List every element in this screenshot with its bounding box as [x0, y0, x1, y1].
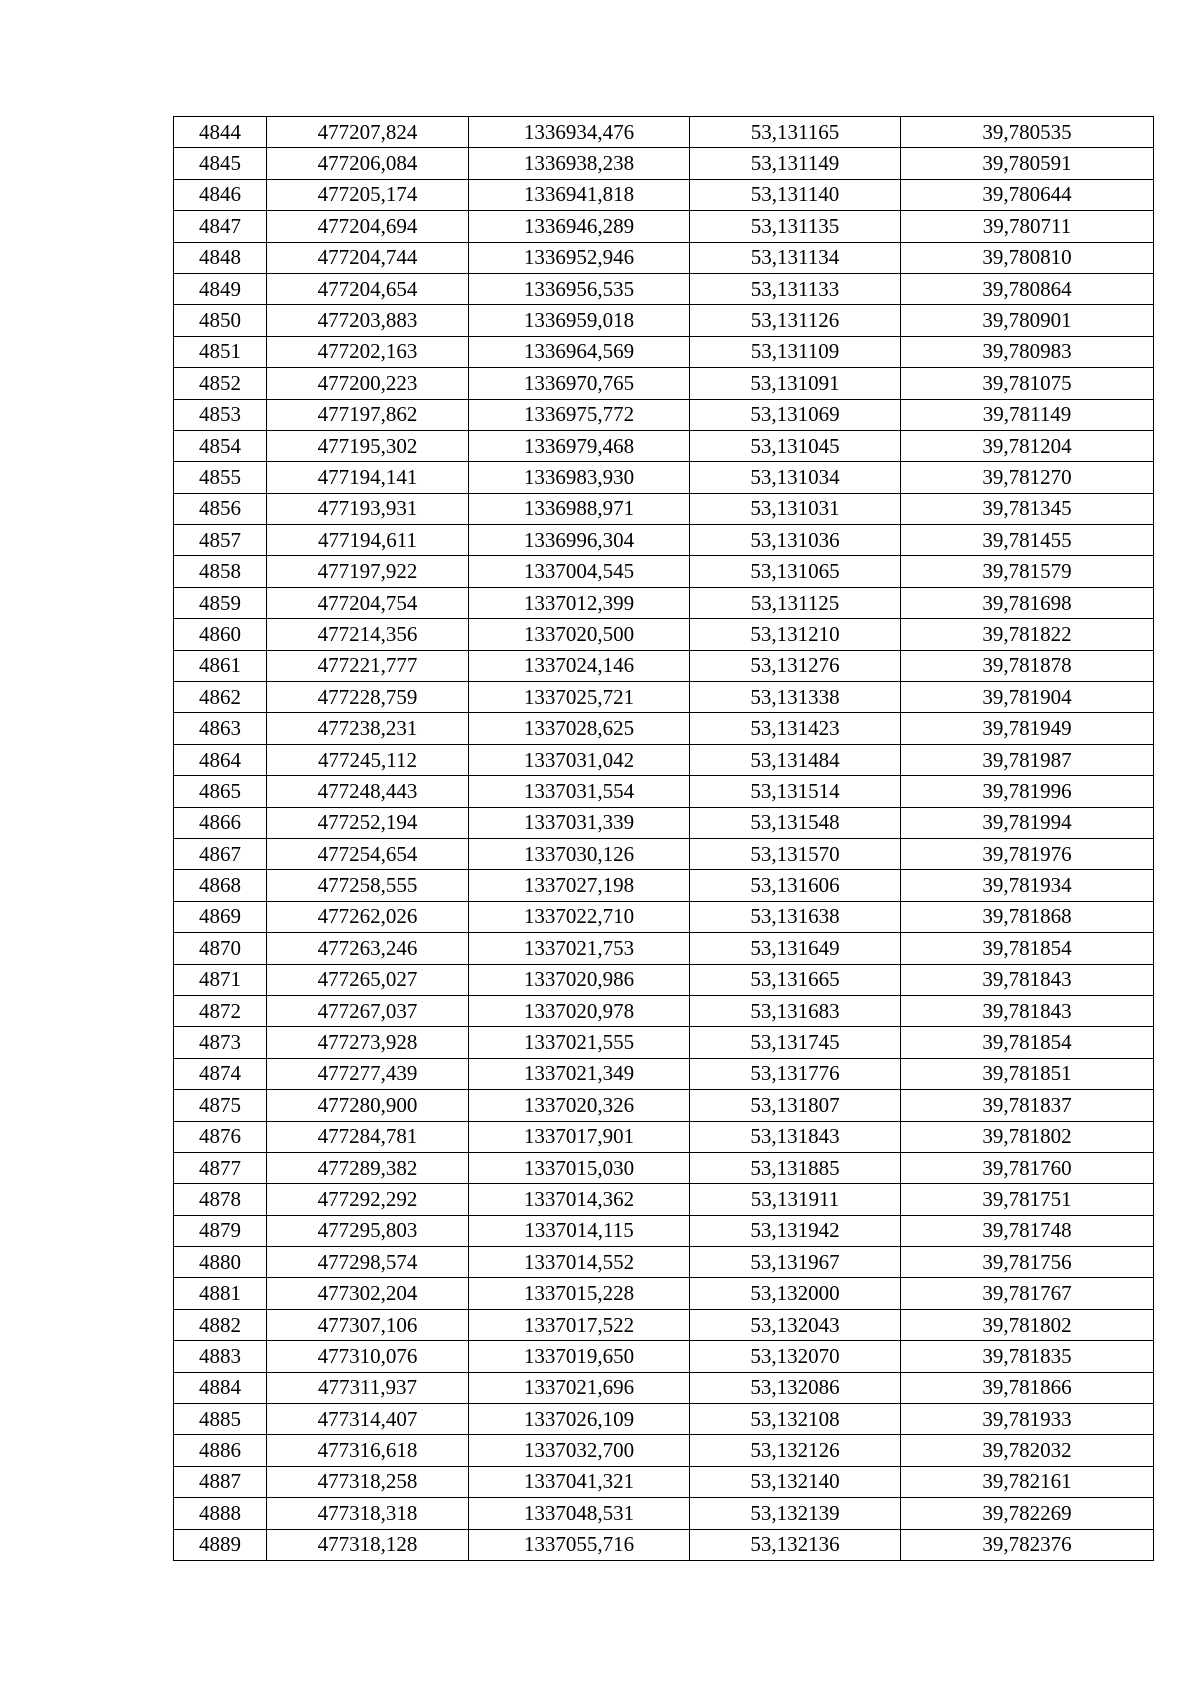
cell-latitude: 53,131210 [690, 619, 901, 650]
cell-y-coordinate: 1336996,304 [469, 525, 690, 556]
table-row [174, 1435, 1154, 1466]
cell-y-coordinate: 1337014,362 [469, 1184, 690, 1215]
table-row [174, 682, 1154, 713]
cell-x-coordinate: 477318,128 [267, 1529, 469, 1560]
cell-y-coordinate: 1336956,535 [469, 273, 690, 304]
table-row [174, 995, 1154, 1026]
cell-x-coordinate: 477203,883 [267, 305, 469, 336]
cell-point-number: 4875 [174, 1090, 267, 1121]
cell-y-coordinate: 1336964,569 [469, 336, 690, 367]
cell-point-number: 4868 [174, 870, 267, 901]
cell-longitude: 39,781837 [901, 1090, 1154, 1121]
cell-x-coordinate: 477245,112 [267, 744, 469, 775]
table-row [174, 650, 1154, 681]
cell-x-coordinate: 477202,163 [267, 336, 469, 367]
cell-point-number: 4858 [174, 556, 267, 587]
cell-longitude: 39,781843 [901, 964, 1154, 995]
cell-longitude: 39,781851 [901, 1058, 1154, 1089]
cell-x-coordinate: 477238,231 [267, 713, 469, 744]
cell-y-coordinate: 1336975,772 [469, 399, 690, 430]
cell-point-number: 4866 [174, 807, 267, 838]
cell-x-coordinate: 477318,258 [267, 1466, 469, 1497]
table-row [174, 587, 1154, 618]
cell-point-number: 4889 [174, 1529, 267, 1560]
cell-latitude: 53,131665 [690, 964, 901, 995]
cell-latitude: 53,131036 [690, 525, 901, 556]
cell-longitude: 39,781345 [901, 493, 1154, 524]
cell-point-number: 4857 [174, 525, 267, 556]
cell-x-coordinate: 477280,900 [267, 1090, 469, 1121]
cell-x-coordinate: 477194,611 [267, 525, 469, 556]
cell-y-coordinate: 1337031,042 [469, 744, 690, 775]
cell-y-coordinate: 1337031,339 [469, 807, 690, 838]
cell-y-coordinate: 1337020,500 [469, 619, 690, 650]
cell-point-number: 4888 [174, 1498, 267, 1529]
cell-longitude: 39,781698 [901, 587, 1154, 618]
cell-y-coordinate: 1337015,030 [469, 1152, 690, 1183]
cell-y-coordinate: 1337017,522 [469, 1309, 690, 1340]
cell-latitude: 53,132043 [690, 1309, 901, 1340]
cell-latitude: 53,131091 [690, 368, 901, 399]
cell-x-coordinate: 477204,754 [267, 587, 469, 618]
cell-point-number: 4864 [174, 744, 267, 775]
cell-point-number: 4876 [174, 1121, 267, 1152]
cell-latitude: 53,131133 [690, 273, 901, 304]
cell-longitude: 39,780591 [901, 148, 1154, 179]
cell-point-number: 4869 [174, 901, 267, 932]
cell-point-number: 4859 [174, 587, 267, 618]
cell-x-coordinate: 477200,223 [267, 368, 469, 399]
table-row [174, 1404, 1154, 1435]
cell-latitude: 53,131165 [690, 117, 901, 148]
cell-latitude: 53,131683 [690, 995, 901, 1026]
cell-latitude: 53,131514 [690, 776, 901, 807]
cell-y-coordinate: 1337012,399 [469, 587, 690, 618]
cell-latitude: 53,131125 [690, 587, 901, 618]
cell-y-coordinate: 1337015,228 [469, 1278, 690, 1309]
cell-point-number: 4878 [174, 1184, 267, 1215]
cell-longitude: 39,781854 [901, 933, 1154, 964]
cell-point-number: 4847 [174, 211, 267, 242]
cell-latitude: 53,131149 [690, 148, 901, 179]
table-row [174, 1215, 1154, 1246]
table-row [174, 776, 1154, 807]
cell-y-coordinate: 1336979,468 [469, 430, 690, 461]
cell-point-number: 4849 [174, 273, 267, 304]
cell-longitude: 39,781767 [901, 1278, 1154, 1309]
cell-x-coordinate: 477207,824 [267, 117, 469, 148]
cell-longitude: 39,781835 [901, 1341, 1154, 1372]
cell-y-coordinate: 1337021,555 [469, 1027, 690, 1058]
cell-y-coordinate: 1337031,554 [469, 776, 690, 807]
cell-x-coordinate: 477311,937 [267, 1372, 469, 1403]
cell-longitude: 39,781822 [901, 619, 1154, 650]
table-row [174, 838, 1154, 869]
cell-y-coordinate: 1337021,349 [469, 1058, 690, 1089]
cell-x-coordinate: 477252,194 [267, 807, 469, 838]
cell-point-number: 4873 [174, 1027, 267, 1058]
table-row [174, 1184, 1154, 1215]
cell-longitude: 39,780864 [901, 273, 1154, 304]
cell-y-coordinate: 1337019,650 [469, 1341, 690, 1372]
cell-x-coordinate: 477295,803 [267, 1215, 469, 1246]
cell-point-number: 4870 [174, 933, 267, 964]
cell-point-number: 4860 [174, 619, 267, 650]
coordinates-table [173, 116, 1154, 1561]
cell-x-coordinate: 477262,026 [267, 901, 469, 932]
table-row [174, 1498, 1154, 1529]
cell-latitude: 53,131911 [690, 1184, 901, 1215]
cell-latitude: 53,131135 [690, 211, 901, 242]
cell-x-coordinate: 477197,922 [267, 556, 469, 587]
table-row [174, 1309, 1154, 1340]
cell-x-coordinate: 477204,744 [267, 242, 469, 273]
cell-point-number: 4872 [174, 995, 267, 1026]
cell-y-coordinate: 1337022,710 [469, 901, 690, 932]
table-row [174, 901, 1154, 932]
cell-latitude: 53,132139 [690, 1498, 901, 1529]
table-row [174, 399, 1154, 430]
cell-latitude: 53,131638 [690, 901, 901, 932]
cell-point-number: 4844 [174, 117, 267, 148]
cell-point-number: 4867 [174, 838, 267, 869]
cell-latitude: 53,132070 [690, 1341, 901, 1372]
cell-latitude: 53,131807 [690, 1090, 901, 1121]
cell-x-coordinate: 477205,174 [267, 179, 469, 210]
cell-point-number: 4877 [174, 1152, 267, 1183]
cell-x-coordinate: 477307,106 [267, 1309, 469, 1340]
table-row [174, 619, 1154, 650]
cell-longitude: 39,781878 [901, 650, 1154, 681]
cell-latitude: 53,132126 [690, 1435, 901, 1466]
cell-x-coordinate: 477298,574 [267, 1247, 469, 1278]
table-row [174, 493, 1154, 524]
table-row [174, 117, 1154, 148]
cell-point-number: 4853 [174, 399, 267, 430]
cell-point-number: 4861 [174, 650, 267, 681]
cell-x-coordinate: 477318,318 [267, 1498, 469, 1529]
cell-y-coordinate: 1336970,765 [469, 368, 690, 399]
table-row [174, 273, 1154, 304]
table-row [174, 870, 1154, 901]
table-row [174, 1247, 1154, 1278]
cell-longitude: 39,780901 [901, 305, 1154, 336]
cell-x-coordinate: 477258,555 [267, 870, 469, 901]
cell-x-coordinate: 477204,694 [267, 211, 469, 242]
cell-x-coordinate: 477197,862 [267, 399, 469, 430]
table-row [174, 305, 1154, 336]
table-row [174, 1058, 1154, 1089]
cell-y-coordinate: 1337004,545 [469, 556, 690, 587]
cell-latitude: 53,131776 [690, 1058, 901, 1089]
coordinates-table-body [174, 117, 1154, 1561]
cell-point-number: 4884 [174, 1372, 267, 1403]
cell-x-coordinate: 477284,781 [267, 1121, 469, 1152]
cell-latitude: 53,131338 [690, 682, 901, 713]
cell-latitude: 53,131065 [690, 556, 901, 587]
cell-point-number: 4848 [174, 242, 267, 273]
table-row [174, 1090, 1154, 1121]
cell-point-number: 4871 [174, 964, 267, 995]
cell-x-coordinate: 477195,302 [267, 430, 469, 461]
cell-latitude: 53,132108 [690, 1404, 901, 1435]
cell-y-coordinate: 1336983,930 [469, 462, 690, 493]
cell-latitude: 53,131276 [690, 650, 901, 681]
cell-y-coordinate: 1337020,978 [469, 995, 690, 1026]
cell-point-number: 4855 [174, 462, 267, 493]
cell-longitude: 39,781934 [901, 870, 1154, 901]
cell-y-coordinate: 1337030,126 [469, 838, 690, 869]
cell-latitude: 53,131649 [690, 933, 901, 964]
cell-latitude: 53,131126 [690, 305, 901, 336]
cell-longitude: 39,781760 [901, 1152, 1154, 1183]
cell-point-number: 4865 [174, 776, 267, 807]
cell-longitude: 39,781802 [901, 1309, 1154, 1340]
cell-longitude: 39,781866 [901, 1372, 1154, 1403]
cell-longitude: 39,780644 [901, 179, 1154, 210]
cell-longitude: 39,781756 [901, 1247, 1154, 1278]
cell-x-coordinate: 477267,037 [267, 995, 469, 1026]
table-row [174, 525, 1154, 556]
cell-latitude: 53,132086 [690, 1372, 901, 1403]
cell-x-coordinate: 477254,654 [267, 838, 469, 869]
cell-y-coordinate: 1337055,716 [469, 1529, 690, 1560]
cell-y-coordinate: 1337014,552 [469, 1247, 690, 1278]
cell-latitude: 53,131885 [690, 1152, 901, 1183]
cell-y-coordinate: 1337014,115 [469, 1215, 690, 1246]
cell-longitude: 39,781204 [901, 430, 1154, 461]
table-row [174, 242, 1154, 273]
cell-latitude: 53,131109 [690, 336, 901, 367]
table-row [174, 1372, 1154, 1403]
cell-longitude: 39,781987 [901, 744, 1154, 775]
cell-longitude: 39,781976 [901, 838, 1154, 869]
table-row [174, 964, 1154, 995]
cell-x-coordinate: 477302,204 [267, 1278, 469, 1309]
cell-longitude: 39,781270 [901, 462, 1154, 493]
cell-latitude: 53,131606 [690, 870, 901, 901]
cell-latitude: 53,131570 [690, 838, 901, 869]
cell-latitude: 53,131140 [690, 179, 901, 210]
cell-latitude: 53,132136 [690, 1529, 901, 1560]
cell-x-coordinate: 477221,777 [267, 650, 469, 681]
cell-y-coordinate: 1337017,901 [469, 1121, 690, 1152]
table-row [174, 933, 1154, 964]
table-row [174, 556, 1154, 587]
cell-longitude: 39,781748 [901, 1215, 1154, 1246]
table-row [174, 1466, 1154, 1497]
cell-x-coordinate: 477310,076 [267, 1341, 469, 1372]
cell-longitude: 39,781996 [901, 776, 1154, 807]
cell-latitude: 53,132140 [690, 1466, 901, 1497]
cell-longitude: 39,780810 [901, 242, 1154, 273]
cell-point-number: 4881 [174, 1278, 267, 1309]
cell-longitude: 39,781868 [901, 901, 1154, 932]
table-row [174, 211, 1154, 242]
cell-longitude: 39,781455 [901, 525, 1154, 556]
cell-y-coordinate: 1337024,146 [469, 650, 690, 681]
cell-longitude: 39,781075 [901, 368, 1154, 399]
cell-y-coordinate: 1336941,818 [469, 179, 690, 210]
cell-x-coordinate: 477204,654 [267, 273, 469, 304]
table-row [174, 179, 1154, 210]
cell-longitude: 39,782032 [901, 1435, 1154, 1466]
cell-x-coordinate: 477265,027 [267, 964, 469, 995]
cell-x-coordinate: 477214,356 [267, 619, 469, 650]
cell-latitude: 53,131745 [690, 1027, 901, 1058]
table-row [174, 462, 1154, 493]
cell-point-number: 4885 [174, 1404, 267, 1435]
cell-y-coordinate: 1337020,986 [469, 964, 690, 995]
cell-x-coordinate: 477228,759 [267, 682, 469, 713]
cell-point-number: 4887 [174, 1466, 267, 1497]
cell-point-number: 4850 [174, 305, 267, 336]
table-row [174, 1152, 1154, 1183]
cell-latitude: 53,131034 [690, 462, 901, 493]
table-row [174, 368, 1154, 399]
cell-latitude: 53,131423 [690, 713, 901, 744]
cell-y-coordinate: 1336946,289 [469, 211, 690, 242]
cell-point-number: 4882 [174, 1309, 267, 1340]
cell-y-coordinate: 1337021,696 [469, 1372, 690, 1403]
table-row [174, 336, 1154, 367]
cell-y-coordinate: 1337048,531 [469, 1498, 690, 1529]
cell-latitude: 53,131548 [690, 807, 901, 838]
cell-point-number: 4854 [174, 430, 267, 461]
cell-latitude: 53,131134 [690, 242, 901, 273]
cell-longitude: 39,781933 [901, 1404, 1154, 1435]
cell-y-coordinate: 1336934,476 [469, 117, 690, 148]
cell-x-coordinate: 477206,084 [267, 148, 469, 179]
table-row [174, 1278, 1154, 1309]
cell-latitude: 53,131967 [690, 1247, 901, 1278]
cell-longitude: 39,781579 [901, 556, 1154, 587]
cell-x-coordinate: 477248,443 [267, 776, 469, 807]
cell-point-number: 4845 [174, 148, 267, 179]
cell-latitude: 53,131942 [690, 1215, 901, 1246]
cell-y-coordinate: 1336959,018 [469, 305, 690, 336]
cell-y-coordinate: 1336938,238 [469, 148, 690, 179]
cell-y-coordinate: 1337032,700 [469, 1435, 690, 1466]
cell-longitude: 39,782269 [901, 1498, 1154, 1529]
cell-y-coordinate: 1337041,321 [469, 1466, 690, 1497]
cell-point-number: 4874 [174, 1058, 267, 1089]
cell-longitude: 39,781843 [901, 995, 1154, 1026]
cell-latitude: 53,132000 [690, 1278, 901, 1309]
cell-y-coordinate: 1337028,625 [469, 713, 690, 744]
cell-x-coordinate: 477314,407 [267, 1404, 469, 1435]
table-row [174, 1529, 1154, 1560]
cell-latitude: 53,131069 [690, 399, 901, 430]
cell-y-coordinate: 1337026,109 [469, 1404, 690, 1435]
cell-longitude: 39,780983 [901, 336, 1154, 367]
cell-latitude: 53,131484 [690, 744, 901, 775]
table-row [174, 430, 1154, 461]
cell-point-number: 4883 [174, 1341, 267, 1372]
cell-x-coordinate: 477277,439 [267, 1058, 469, 1089]
cell-y-coordinate: 1337020,326 [469, 1090, 690, 1121]
cell-longitude: 39,781802 [901, 1121, 1154, 1152]
cell-point-number: 4846 [174, 179, 267, 210]
cell-longitude: 39,780711 [901, 211, 1154, 242]
cell-x-coordinate: 477194,141 [267, 462, 469, 493]
cell-point-number: 4852 [174, 368, 267, 399]
cell-point-number: 4879 [174, 1215, 267, 1246]
cell-longitude: 39,781949 [901, 713, 1154, 744]
cell-y-coordinate: 1336952,946 [469, 242, 690, 273]
cell-x-coordinate: 477263,246 [267, 933, 469, 964]
cell-y-coordinate: 1337021,753 [469, 933, 690, 964]
cell-point-number: 4886 [174, 1435, 267, 1466]
table-row [174, 807, 1154, 838]
cell-longitude: 39,781751 [901, 1184, 1154, 1215]
cell-latitude: 53,131843 [690, 1121, 901, 1152]
cell-point-number: 4862 [174, 682, 267, 713]
cell-point-number: 4856 [174, 493, 267, 524]
table-row [174, 1121, 1154, 1152]
cell-x-coordinate: 477193,931 [267, 493, 469, 524]
table-row [174, 1341, 1154, 1372]
cell-y-coordinate: 1336988,971 [469, 493, 690, 524]
cell-x-coordinate: 477316,618 [267, 1435, 469, 1466]
cell-longitude: 39,781149 [901, 399, 1154, 430]
table-row [174, 744, 1154, 775]
cell-y-coordinate: 1337025,721 [469, 682, 690, 713]
cell-point-number: 4863 [174, 713, 267, 744]
cell-y-coordinate: 1337027,198 [469, 870, 690, 901]
cell-x-coordinate: 477292,292 [267, 1184, 469, 1215]
table-row [174, 1027, 1154, 1058]
cell-longitude: 39,781854 [901, 1027, 1154, 1058]
cell-x-coordinate: 477273,928 [267, 1027, 469, 1058]
cell-longitude: 39,781904 [901, 682, 1154, 713]
cell-longitude: 39,781994 [901, 807, 1154, 838]
cell-longitude: 39,782161 [901, 1466, 1154, 1497]
cell-longitude: 39,782376 [901, 1529, 1154, 1560]
cell-longitude: 39,780535 [901, 117, 1154, 148]
cell-point-number: 4880 [174, 1247, 267, 1278]
cell-latitude: 53,131045 [690, 430, 901, 461]
cell-latitude: 53,131031 [690, 493, 901, 524]
table-row [174, 148, 1154, 179]
table-row [174, 713, 1154, 744]
cell-point-number: 4851 [174, 336, 267, 367]
cell-x-coordinate: 477289,382 [267, 1152, 469, 1183]
